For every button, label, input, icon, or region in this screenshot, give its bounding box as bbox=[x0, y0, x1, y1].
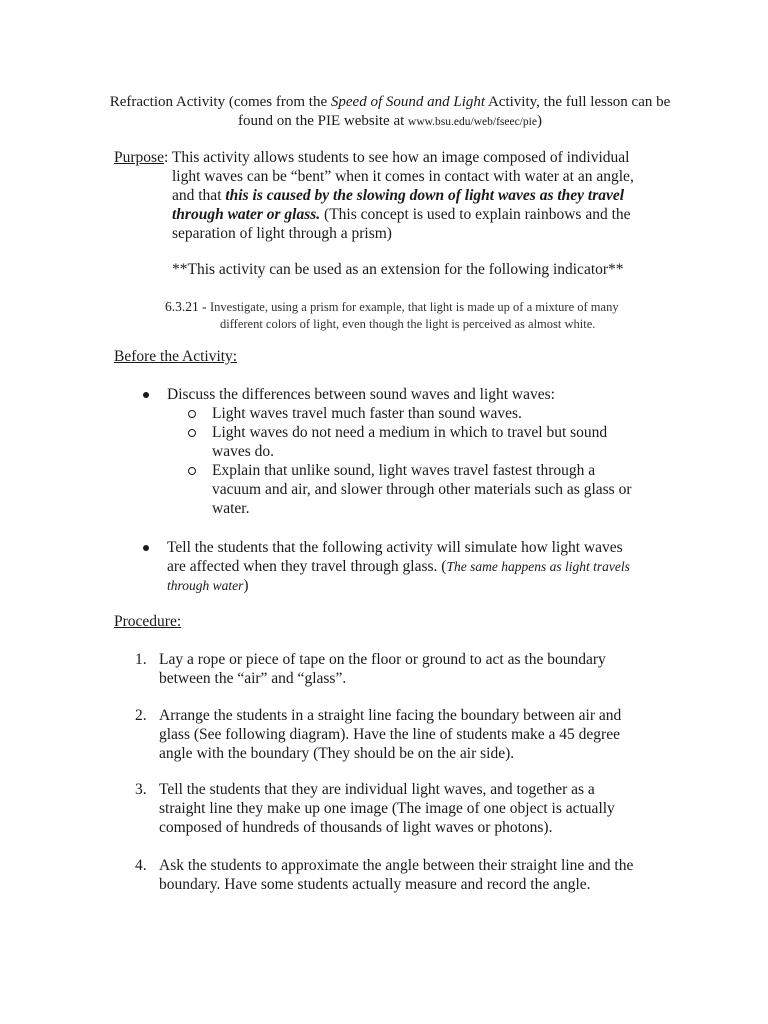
sub-bullet-ring bbox=[188, 467, 196, 475]
indicator-line-2: different colors of light, even though the light is perceived as almost white. bbox=[220, 317, 596, 331]
purpose-line-2: light waves can be “bent” when it comes in contact with water at an angle, bbox=[172, 168, 634, 185]
bullet-text bbox=[143, 538, 683, 595]
title-line-1 bbox=[60, 93, 720, 112]
step3-line-3: composed of hundreds of thousands of light waves or photons). bbox=[159, 819, 553, 836]
indicator-code: 6.3.21 - bbox=[165, 299, 210, 314]
sub-bullet-text: Light waves travel much faster than sound waves. bbox=[212, 405, 522, 422]
bullet-dot bbox=[143, 545, 149, 551]
step1-line-2: between the “air” and “glass”. bbox=[159, 670, 347, 687]
purpose-line-5: separation of light through a prism) bbox=[172, 225, 392, 242]
step-text bbox=[135, 780, 680, 837]
indicator-line-1 bbox=[165, 298, 685, 316]
title-line-2 bbox=[60, 112, 720, 132]
purpose-text-4: (This concept is used to explain rainbows and the bbox=[320, 206, 631, 223]
step4-line-2: boundary. Have some students actually measure and record the angle. bbox=[159, 876, 591, 893]
bullet2-close: ) bbox=[243, 577, 249, 594]
title-text: Refraction Activity (comes from the bbox=[109, 94, 331, 110]
sub3-line-1: Explain that unlike sound, light waves travel fastest through a bbox=[212, 462, 596, 479]
purpose-line-3 bbox=[114, 186, 684, 205]
procedure-step-2 bbox=[135, 706, 680, 763]
purpose-emphasis-2: through water or glass. bbox=[172, 206, 321, 223]
step-text bbox=[135, 706, 680, 763]
bullet2-italic-2: through water bbox=[167, 578, 244, 593]
title-close-paren: ) bbox=[536, 113, 542, 129]
step2-line-1: Arrange the students in a straight line facing the boundary between air and bbox=[159, 707, 622, 724]
step1-line-1: Lay a rope or piece of tape on the floor or ground to act as the boundary bbox=[159, 651, 606, 668]
procedure-heading: Procedure: bbox=[114, 613, 182, 630]
bullet2-line-1: Tell the students that the following activity will simulate how light waves bbox=[167, 539, 623, 556]
purpose-colon: : bbox=[163, 149, 169, 166]
purpose-text-3: and that bbox=[172, 187, 226, 204]
bullet2-italic-1: The same happens as light travels bbox=[446, 559, 630, 574]
indicator-block bbox=[165, 298, 685, 333]
purpose-emphasis-1: this is caused by the slowing down of light waves as they travel bbox=[225, 187, 625, 204]
sub-bullet-2 bbox=[188, 423, 678, 461]
title-italic-activity-name: Speed of Sound and Light bbox=[330, 94, 486, 110]
step-number: 2. bbox=[135, 707, 147, 724]
step-number: 4. bbox=[135, 857, 147, 874]
title-text-cont: Activity, the full lesson can be bbox=[485, 94, 671, 110]
sub-bullet-3 bbox=[188, 461, 678, 518]
bullet2-line-2: are affected when they travel through glass. ( bbox=[167, 558, 447, 575]
sub2-line-1: Light waves do not need a medium in which to travel but sound bbox=[212, 424, 608, 441]
step3-line-2: straight line they make up one image (The image of one object is actually bbox=[159, 800, 615, 817]
step2-line-3: angle with the boundary (They should be on the air side). bbox=[159, 745, 515, 762]
step-number: 1. bbox=[135, 651, 147, 668]
purpose-line-1 bbox=[114, 148, 684, 167]
step3-line-1: Tell the students that they are individual light waves, and together as a bbox=[159, 781, 595, 798]
step-text bbox=[135, 856, 680, 894]
title-line2-text: found on the PIE website at bbox=[238, 113, 409, 129]
purpose-line-4 bbox=[114, 205, 684, 224]
document-title bbox=[60, 93, 720, 132]
purpose-label: Purpose bbox=[114, 149, 164, 166]
procedure-step-4 bbox=[135, 856, 680, 894]
before-activity-heading: Before the Activity: bbox=[114, 348, 238, 365]
sub-bullet-text bbox=[188, 423, 678, 461]
sub-bullet-1 bbox=[188, 404, 678, 423]
bullet-dot bbox=[143, 392, 149, 398]
procedure-step-1 bbox=[135, 650, 680, 688]
before-bullet-2 bbox=[143, 538, 683, 595]
pie-website-url: www.bsu.edu/web/fseec/pie bbox=[408, 116, 537, 128]
indicator-text-1: Investigate, using a prism for example, that light is made up of a mixture of many bbox=[210, 300, 619, 314]
procedure-step-3 bbox=[135, 780, 680, 837]
extension-note: **This activity can be used as an extension for the following indicator** bbox=[172, 261, 624, 278]
purpose-text-1: This activity allows students to see how an image composed of individual bbox=[168, 149, 630, 166]
sub-bullet-ring bbox=[188, 429, 196, 437]
step4-line-1: Ask the students to approximate the angle between their straight line and the bbox=[159, 857, 634, 874]
step2-line-2: glass (See following diagram). Have the line of students make a 45 degree bbox=[159, 726, 620, 743]
sub-bullet-text bbox=[188, 461, 678, 518]
purpose-section bbox=[114, 148, 684, 243]
step-text bbox=[135, 650, 680, 688]
sub3-line-3: water. bbox=[212, 500, 250, 517]
sub-bullet-ring bbox=[188, 410, 196, 418]
sub3-line-2: vacuum and air, and slower through other materials such as glass or bbox=[212, 481, 632, 498]
before-bullet-1 bbox=[143, 385, 683, 404]
step-number: 3. bbox=[135, 781, 147, 798]
sub2-line-2: waves do. bbox=[212, 443, 274, 460]
bullet-text: Discuss the differences between sound waves and light waves: bbox=[167, 386, 555, 403]
